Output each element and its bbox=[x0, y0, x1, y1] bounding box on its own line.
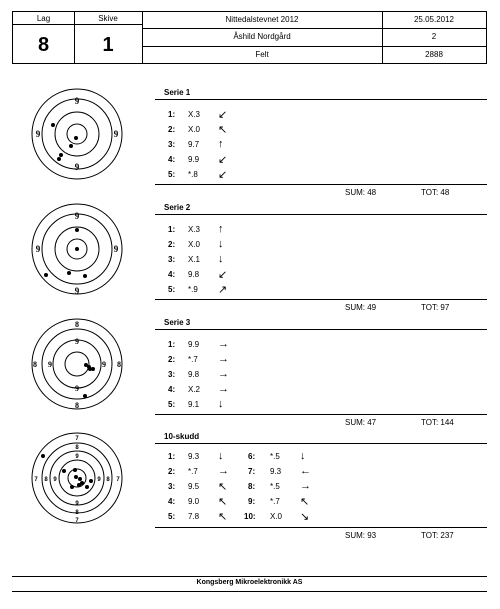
shooter-name: Åshild Nordgård bbox=[233, 32, 291, 41]
shot-value: X.3 bbox=[188, 225, 201, 234]
divider bbox=[155, 214, 487, 215]
shot-number: 3: bbox=[168, 370, 176, 379]
ring-label: 8 bbox=[75, 510, 79, 516]
shot-value: 9.9 bbox=[188, 340, 200, 349]
shot-number: 5: bbox=[168, 512, 176, 521]
shot-mark bbox=[67, 271, 71, 275]
shot-mark bbox=[77, 483, 81, 487]
ring-label: 7 bbox=[34, 477, 38, 483]
shot-value: 9.8 bbox=[188, 370, 200, 379]
ring-label: 9 bbox=[35, 244, 41, 254]
ring-label: 9 bbox=[75, 501, 79, 507]
shot-value: *.5 bbox=[270, 482, 280, 491]
shot-direction-icon: ↗ bbox=[218, 284, 228, 296]
shot-mark bbox=[57, 157, 61, 161]
target-serie-3 bbox=[31, 318, 123, 410]
ring-label: 8 bbox=[44, 477, 48, 483]
shot-value: *.7 bbox=[188, 355, 198, 364]
shot-number: 1: bbox=[168, 340, 176, 349]
ring-label: 8 bbox=[75, 320, 79, 329]
target-serie-2 bbox=[31, 203, 123, 295]
target-10-skudd bbox=[31, 432, 123, 524]
shot-direction-icon: → bbox=[300, 480, 311, 492]
skive-value: 1 bbox=[102, 34, 114, 56]
shot-number: 2: bbox=[168, 355, 176, 364]
shot-number: 3: bbox=[168, 140, 176, 149]
shot-number: 3: bbox=[168, 255, 176, 264]
shot-number: 9: bbox=[248, 497, 256, 506]
shot-number: 5: bbox=[168, 400, 176, 409]
ring-label: 8 bbox=[117, 360, 121, 369]
shot-value: 9.9 bbox=[188, 155, 200, 164]
shot-value: X.1 bbox=[188, 255, 201, 264]
shot-number: 1: bbox=[168, 452, 176, 461]
shot-mark bbox=[69, 144, 73, 148]
shot-value: *.7 bbox=[270, 497, 280, 506]
shot-value: *.5 bbox=[270, 452, 280, 461]
ring-label: 9 bbox=[35, 129, 41, 139]
shot-value: 9.3 bbox=[270, 467, 282, 476]
shot-direction-icon: ↓ bbox=[218, 450, 224, 462]
shot-direction-icon: ↘ bbox=[300, 511, 310, 523]
shot-direction-icon: ↖ bbox=[218, 511, 228, 523]
footer bbox=[12, 576, 487, 592]
shot-number: 5: bbox=[168, 285, 176, 294]
series-title: 10-skudd bbox=[164, 432, 200, 441]
series-sum: SUM: 47 bbox=[345, 418, 377, 427]
shot-mark bbox=[44, 273, 48, 277]
shot-number: 4: bbox=[168, 385, 176, 394]
shot-value: 9.8 bbox=[188, 270, 200, 279]
shot-mark bbox=[74, 136, 78, 140]
ring-label: 9 bbox=[74, 96, 80, 106]
ring-label: 7 bbox=[75, 436, 79, 442]
shot-direction-icon: ↓ bbox=[218, 398, 224, 410]
ring-label: 9 bbox=[74, 162, 80, 172]
divider bbox=[142, 46, 486, 47]
shot-number: 1: bbox=[168, 225, 176, 234]
lag-label: Lag bbox=[36, 14, 51, 23]
shot-mark bbox=[59, 153, 63, 157]
shot-number: 2: bbox=[168, 240, 176, 249]
shot-direction-icon: ↖ bbox=[300, 496, 310, 508]
shot-number: 2: bbox=[168, 467, 176, 476]
series-sum: SUM: 93 bbox=[345, 531, 377, 540]
shot-direction-icon: ↖ bbox=[218, 124, 228, 136]
ring-label: 9 bbox=[75, 337, 79, 346]
shot-direction-icon: ↖ bbox=[218, 496, 228, 508]
ring-label: 7 bbox=[75, 518, 79, 524]
shot-direction-icon: ↓ bbox=[218, 253, 224, 265]
ring-label: 9 bbox=[75, 454, 79, 460]
shot-number: 4: bbox=[168, 270, 176, 279]
target-serie-1 bbox=[31, 88, 123, 180]
ring-label: 9 bbox=[74, 211, 80, 221]
shot-mark bbox=[51, 123, 55, 127]
shot-mark bbox=[85, 485, 89, 489]
shot-direction-icon: → bbox=[218, 353, 229, 365]
shot-direction-icon: ↙ bbox=[218, 109, 228, 121]
shot-value: X.3 bbox=[188, 110, 201, 119]
ring-label: 7 bbox=[116, 477, 120, 483]
footer-company: Kongsberg Mikroelektronikk AS bbox=[196, 579, 303, 586]
shot-direction-icon: ↙ bbox=[218, 169, 228, 181]
ring-label: 9 bbox=[74, 286, 80, 295]
shot-value: X.0 bbox=[270, 512, 283, 521]
shot-direction-icon: ↓ bbox=[300, 450, 306, 462]
shot-direction-icon: → bbox=[218, 383, 229, 395]
shot-mark bbox=[75, 228, 79, 232]
shot-number: 3: bbox=[168, 482, 176, 491]
shot-direction-icon: ↙ bbox=[218, 154, 228, 166]
series-title: Serie 3 bbox=[164, 318, 191, 327]
shot-direction-icon: ↙ bbox=[218, 269, 228, 281]
event-date: 25.05.2012 bbox=[413, 15, 455, 24]
shot-direction-icon: → bbox=[218, 338, 229, 350]
ring-label: 9 bbox=[113, 244, 119, 254]
ring-label: 8 bbox=[75, 445, 79, 451]
shot-direction-icon: → bbox=[218, 465, 229, 477]
ring-label: 9 bbox=[48, 360, 52, 369]
ring-label: 9 bbox=[113, 129, 119, 139]
divider bbox=[13, 24, 142, 25]
shot-number: 1: bbox=[168, 110, 176, 119]
ring-label: 9 bbox=[97, 477, 101, 483]
shooter-class: 2 bbox=[431, 32, 437, 41]
series-title: Serie 1 bbox=[164, 88, 191, 97]
shot-number: 7: bbox=[248, 467, 256, 476]
shot-value: X.0 bbox=[188, 125, 201, 134]
series-total: TOT: 48 bbox=[421, 188, 450, 197]
shot-number: 5: bbox=[168, 170, 176, 179]
shot-value: *.8 bbox=[188, 170, 198, 179]
shot-value: *.7 bbox=[188, 467, 198, 476]
divider bbox=[155, 329, 487, 330]
ring-label: 9 bbox=[75, 384, 79, 393]
shot-value: 9.3 bbox=[188, 452, 200, 461]
ring-label: 8 bbox=[33, 360, 37, 369]
shot-number: 2: bbox=[168, 125, 176, 134]
competition-type: Felt bbox=[255, 50, 269, 59]
shot-direction-icon: ↖ bbox=[218, 481, 228, 493]
shot-value: X.0 bbox=[188, 240, 201, 249]
shot-number: 10: bbox=[244, 512, 256, 521]
shot-mark bbox=[89, 479, 93, 483]
shot-value: 9.1 bbox=[188, 400, 200, 409]
shot-number: 8: bbox=[248, 482, 256, 491]
shot-direction-icon: ← bbox=[300, 465, 311, 477]
series-sum: SUM: 49 bbox=[345, 303, 377, 312]
shot-value: X.2 bbox=[188, 385, 201, 394]
ring-label: 9 bbox=[102, 360, 106, 369]
shot-mark bbox=[73, 468, 77, 472]
shot-mark bbox=[70, 485, 74, 489]
shot-mark bbox=[88, 367, 92, 371]
shot-direction-icon: ↑ bbox=[218, 138, 224, 150]
shot-mark bbox=[74, 475, 78, 479]
lag-value: 8 bbox=[37, 34, 50, 56]
divider bbox=[155, 299, 487, 300]
skive-label: Skive bbox=[98, 14, 118, 23]
shot-direction-icon: → bbox=[218, 368, 229, 380]
series-total: TOT: 97 bbox=[421, 303, 450, 312]
shot-number: 6: bbox=[248, 452, 256, 461]
shot-direction-icon: ↑ bbox=[218, 223, 224, 235]
shot-mark bbox=[41, 454, 45, 458]
shot-value: 9.5 bbox=[188, 482, 200, 491]
divider bbox=[155, 443, 487, 444]
shooter-number: 2888 bbox=[425, 50, 443, 59]
shot-mark bbox=[83, 274, 87, 278]
shot-value: 7.8 bbox=[188, 512, 200, 521]
shot-mark bbox=[78, 477, 82, 481]
shot-value: 9.7 bbox=[188, 140, 200, 149]
divider bbox=[142, 28, 486, 29]
series-title: Serie 2 bbox=[164, 203, 191, 212]
ring-label: 8 bbox=[106, 477, 110, 483]
header-table bbox=[12, 11, 487, 64]
divider bbox=[155, 527, 487, 528]
shot-number: 4: bbox=[168, 155, 176, 164]
shot-direction-icon: ↓ bbox=[218, 238, 224, 250]
event-name: Nittedalstevnet 2012 bbox=[225, 15, 299, 24]
shot-mark bbox=[75, 247, 79, 251]
divider bbox=[155, 99, 487, 100]
series-sum: SUM: 48 bbox=[345, 188, 377, 197]
shot-value: *.9 bbox=[188, 285, 198, 294]
ring-label: 8 bbox=[75, 401, 79, 410]
divider bbox=[155, 184, 487, 185]
series-total: TOT: 144 bbox=[421, 418, 454, 427]
divider bbox=[155, 414, 487, 415]
series-total: TOT: 237 bbox=[421, 531, 454, 540]
shot-mark bbox=[62, 469, 66, 473]
shot-value: 9.0 bbox=[188, 497, 200, 506]
ring-label: 9 bbox=[53, 477, 57, 483]
shot-number: 4: bbox=[168, 497, 176, 506]
shot-mark bbox=[83, 394, 87, 398]
